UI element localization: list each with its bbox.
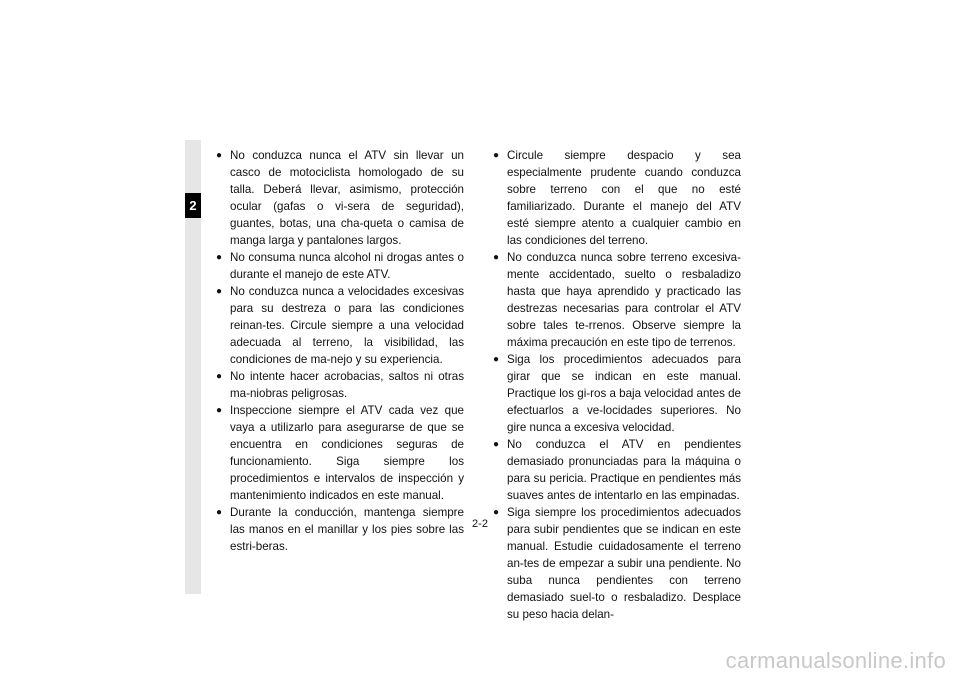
list-item-text: No conduzca nunca a velocidades excesivas para su destreza o para las condiciones reinan-tes. Circule siempre a una velocidad adecuada al terreno, la visibilidad, las condiciones de ma-nejo y su experiencia. bbox=[230, 285, 464, 366]
list-item bbox=[493, 436, 741, 504]
bullet-icon: ● bbox=[493, 252, 500, 263]
bullet-icon: ● bbox=[493, 507, 500, 518]
bullet-icon: ● bbox=[216, 371, 223, 382]
list-item bbox=[216, 402, 464, 504]
list-item-text: No consuma nunca alcohol ni drogas antes o durante el manejo de este ATV. bbox=[230, 251, 464, 281]
list-item-text: No conduzca nunca sobre terreno excesiva-mente accidentado, suelto o resbaladizo hasta que haya aprendido y practicado las destrezas necesarias para controlar el ATV sobre tales te-rrenos. Observe siempre la máxima precaución en este tipo de terrenos. bbox=[507, 251, 741, 349]
bullet-icon: ● bbox=[216, 252, 223, 263]
bullet-icon: ● bbox=[216, 507, 223, 518]
right-column bbox=[493, 147, 741, 623]
bullet-icon: ● bbox=[216, 405, 223, 416]
list-item bbox=[493, 351, 741, 436]
bullet-icon: ● bbox=[493, 354, 500, 365]
bullet-icon: ● bbox=[493, 150, 500, 161]
list-item-text: Circule siempre despacio y sea especialmente prudente cuando conduzca sobre terreno con el que no esté familiarizado. Durante el manejo del ATV esté siempre atento a cualquier cambio en las condiciones del terreno. bbox=[507, 149, 741, 247]
list-item-text: Durante la conducción, mantenga siempre las manos en el manillar y los pies sobre las estri-beras. bbox=[230, 506, 464, 553]
list-item-text: Siga siempre los procedimientos adecuados para subir pendientes que se indican en este manual. Estudie cuidadosamente el terreno an-tes de empezar a subir una pendiente. No suba nunca pendientes con terreno demasiado suel-to o resbaladizo. Desplace su peso hacia delan- bbox=[507, 506, 741, 621]
list-item-text: No intente hacer acrobacias, saltos ni otras ma-niobras peligrosas. bbox=[230, 370, 464, 400]
list-item bbox=[493, 249, 741, 351]
list-item bbox=[216, 368, 464, 402]
list-item bbox=[493, 147, 741, 249]
list-item-text: Inspeccione siempre el ATV cada vez que vaya a utilizarlo para asegurarse de que se encuentra en condiciones seguras de funcionamiento. Siga siempre los procedimientos e intervalos de inspección y mantenimiento indicados en este manual. bbox=[230, 404, 464, 502]
list-item bbox=[216, 283, 464, 368]
list-item bbox=[216, 147, 464, 249]
list-item bbox=[216, 249, 464, 283]
bullet-icon: ● bbox=[216, 150, 223, 161]
page-number: 2-2 bbox=[472, 518, 488, 530]
left-column bbox=[216, 147, 464, 555]
list-item-text: No conduzca el ATV en pendientes demasiado pronunciadas para la máquina o para su pericia. Practique en pendientes más suaves antes de intentarlo en las empinadas. bbox=[507, 438, 741, 502]
watermark: carmanualsonline.info bbox=[725, 648, 946, 673]
bullet-icon: ● bbox=[216, 286, 223, 297]
chapter-tab: 2 bbox=[185, 193, 201, 218]
bullet-icon: ● bbox=[493, 439, 500, 450]
list-item-text: Siga los procedimientos adecuados para girar que se indican en este manual. Practique los gi-ros a baja velocidad antes de efectuarlos a ve-locidades superiores. No gire nunca a excesiva velocidad. bbox=[507, 353, 741, 434]
list-item-text: No conduzca nunca el ATV sin llevar un casco de motociclista homologado de su talla. Deberá llevar, asimismo, protección ocular (gafas o vi-sera de seguridad), guantes, botas, una cha-queta o camisa de manga larga y pantalones largos. bbox=[230, 149, 464, 247]
